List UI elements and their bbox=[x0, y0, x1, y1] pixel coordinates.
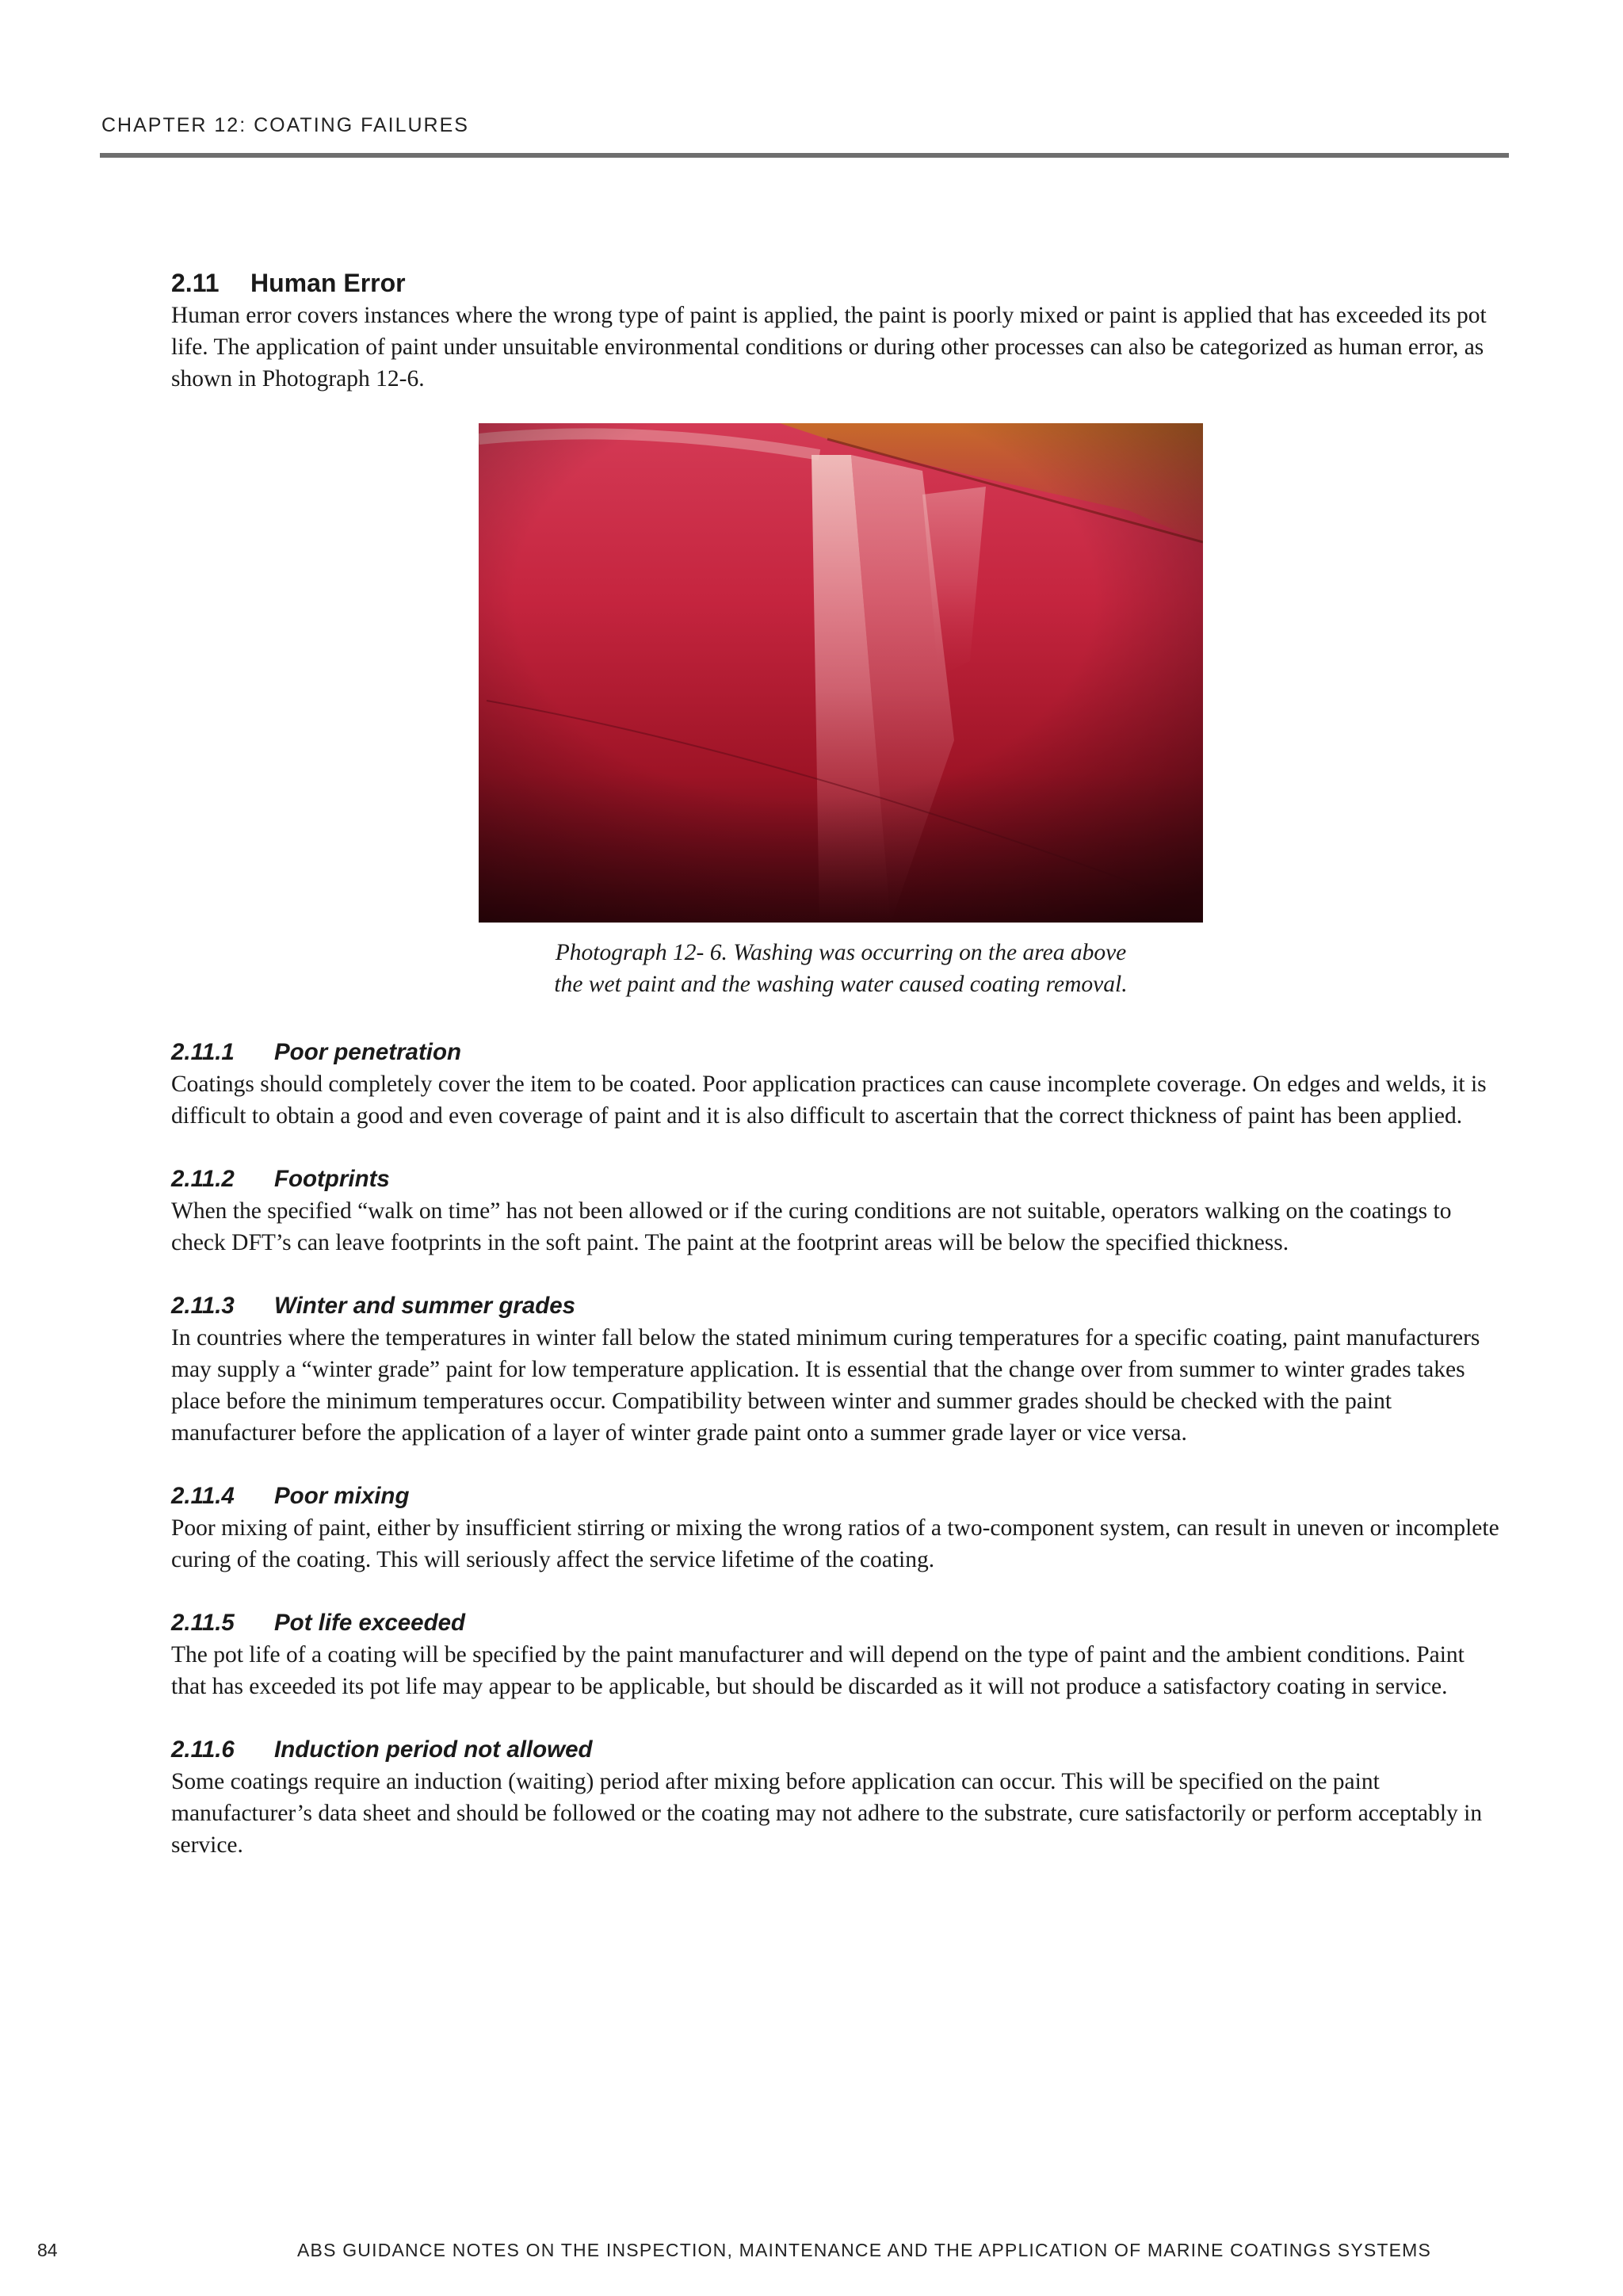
subsection-text: Coatings should completely cover the item to be coated. Poor application practices can cause incomplete coverage. On edges and welds, it is difficult to obtain a good and even coverage of paint and it is also difficult to ascertain that the correct thickness of paint has been applied. bbox=[171, 1072, 1487, 1129]
subsection-2-11-3 bbox=[171, 1290, 1503, 1449]
coating-photograph-image bbox=[479, 423, 1203, 923]
subsection-heading bbox=[171, 1480, 1503, 1512]
footer-title: ABS GUIDANCE NOTES ON THE INSPECTION, MAINTENANCE AND THE APPLICATION OF MARINE COATINGS SYSTEMS bbox=[297, 2240, 1432, 2260]
subsection-text: Poor mixing of paint, either by insufficient stirring or mixing the wrong ratios of a two-component system, can result in uneven or incomplete curing of the coating. This will seriously affect the service lifetime of the coating. bbox=[171, 1515, 1499, 1572]
caption-line-2: the wet paint and the washing water caused coating removal. bbox=[554, 972, 1128, 997]
section-title: Human Error bbox=[250, 269, 406, 297]
subsection-number: 2.11.1 bbox=[171, 1039, 235, 1065]
subsection-text: The pot life of a coating will be specified by the paint manufacturer and will depend on the type of paint and the ambient conditions. Paint that has exceeded its pot life may appear to be applicable, but should be discarded as it will not produce a satisfactory coating in service. bbox=[171, 1642, 1465, 1699]
subsection-2-11-4 bbox=[171, 1480, 1503, 1576]
subsection-title: Induction period not allowed bbox=[274, 1736, 593, 1763]
section-number: 2.11 bbox=[171, 269, 220, 297]
figure bbox=[171, 395, 1503, 1037]
subsection-heading bbox=[171, 1163, 1503, 1195]
page-content bbox=[171, 266, 1503, 1861]
header-rule bbox=[100, 153, 1509, 158]
subsection-2-11-6 bbox=[171, 1734, 1503, 1861]
subsection-2-11-5 bbox=[171, 1607, 1503, 1702]
subsection-text: When the specified “walk on time” has not been allowed or if the curing conditions are not suitable, operators walking on the coatings to check DFT’s can leave footprints in the soft paint. The paint at the footprint areas will be below the specified thickness. bbox=[171, 1198, 1452, 1255]
subsection-title: Poor mixing bbox=[274, 1483, 410, 1509]
coating-photograph bbox=[479, 423, 1203, 923]
subsection-title: Winter and summer grades bbox=[274, 1293, 576, 1319]
section-heading bbox=[171, 266, 1503, 300]
section-intro: Human error covers instances where the wrong type of paint is applied, the paint is poorly mixed or paint is applied that has exceeded its pot life. The application of paint under unsuitable environmental conditions or during other processes can also be categorized as human error, as shown in Photograph 12-6. bbox=[171, 303, 1487, 392]
subsection-number: 2.11.4 bbox=[171, 1483, 235, 1509]
subsection-title: Pot life exceeded bbox=[274, 1610, 466, 1636]
subsection-2-11-2 bbox=[171, 1163, 1503, 1259]
subsection-number: 2.11.3 bbox=[171, 1293, 235, 1319]
subsection-text: Some coatings require an induction (waiting) period after mixing before application can occur. This will be specified on the paint manufacturer’s data sheet and should be followed or the coating may not adhere to the substrate, cure satisfactorily or perform acceptably in service. bbox=[171, 1769, 1483, 1858]
subsection-number: 2.11.2 bbox=[171, 1166, 235, 1192]
subsection-title: Footprints bbox=[274, 1166, 390, 1192]
subsection-heading bbox=[171, 1037, 1503, 1068]
subsection-number: 2.11.6 bbox=[171, 1736, 235, 1763]
subsection-text: In countries where the temperatures in winter fall below the stated minimum curing temperatures for a specific coating, paint manufacturers may supply a “winter grade” paint for low temperature application. It is essential that the change over from summer to winter grades takes place before the minimum temperatures occur. Compatibility between winter and summer grades should be checked with the paint manufacturer before the application of a layer of winter grade paint onto a summer grade layer or vice versa. bbox=[171, 1325, 1480, 1446]
subsection-number: 2.11.5 bbox=[171, 1610, 235, 1636]
page-number: 84 bbox=[37, 2240, 58, 2260]
running-head: CHAPTER 12: COATING FAILURES bbox=[101, 114, 469, 136]
subsection-heading bbox=[171, 1734, 1503, 1766]
subsection-heading bbox=[171, 1607, 1503, 1639]
subsection-2-11-1 bbox=[171, 1037, 1503, 1132]
subsection-heading bbox=[171, 1290, 1503, 1322]
caption-line-1: Photograph 12- 6. Washing was occurring on the area above bbox=[555, 940, 1127, 965]
figure-caption bbox=[171, 937, 1510, 1000]
subsection-title: Poor penetration bbox=[274, 1039, 462, 1065]
